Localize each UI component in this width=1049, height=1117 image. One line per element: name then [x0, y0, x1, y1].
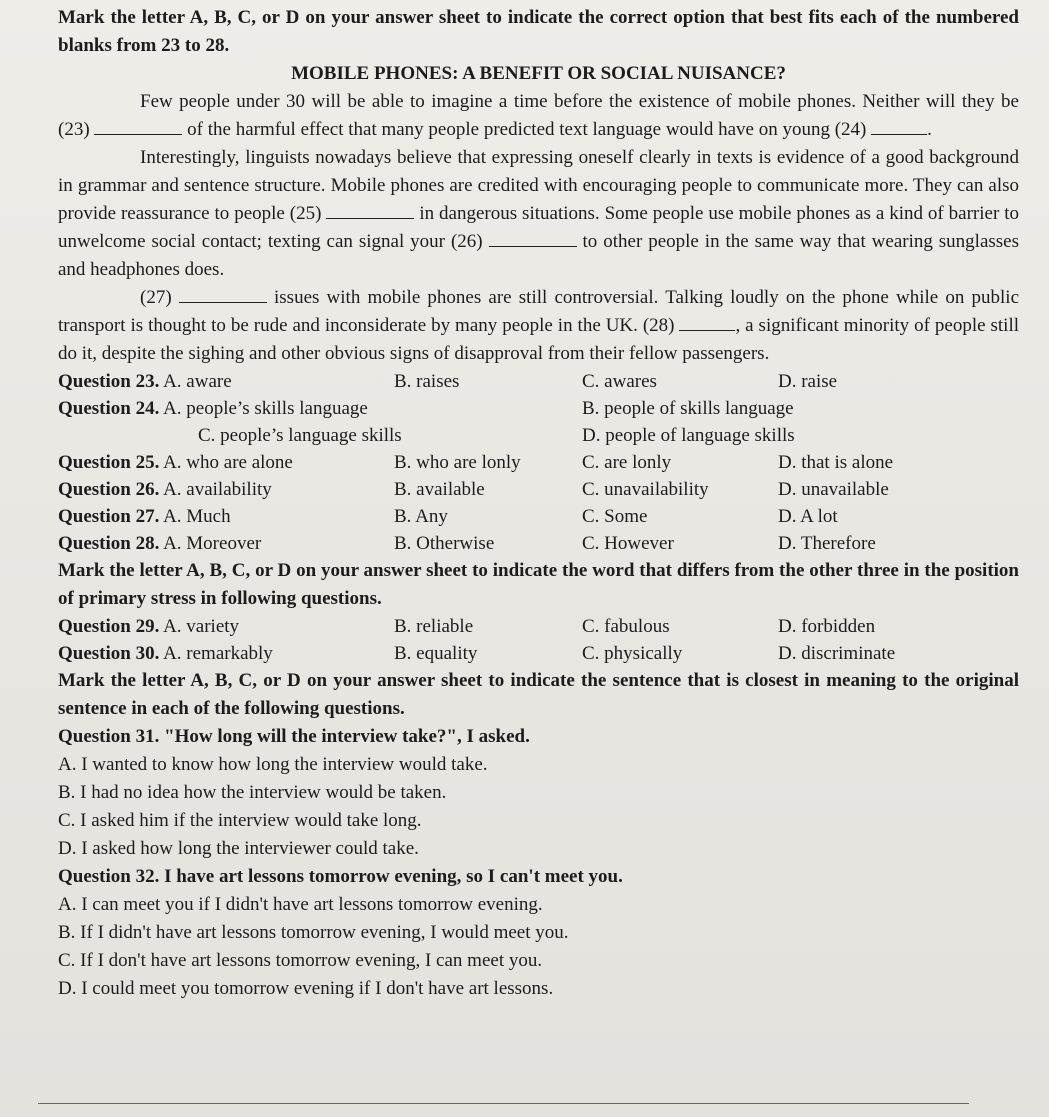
question-32-option-d: D. I could meet you tomorrow evening if I don't have art lessons.	[58, 978, 554, 999]
question-label: Question 27.	[58, 506, 160, 527]
option-a: A. people’s skills language	[163, 398, 368, 419]
option-a: A. Moreover	[163, 533, 262, 554]
passage-paragraph-2	[58, 144, 1019, 284]
option-a: A. variety	[163, 616, 240, 637]
option-d: D. people of language skills	[582, 425, 795, 446]
option-c: C. unavailability	[582, 479, 709, 500]
option-d: D. forbidden	[778, 616, 876, 637]
option-c: C. Some	[582, 506, 648, 527]
question-32-option-b: B. If I didn't have art lessons tomorrow evening, I would meet you.	[58, 922, 569, 943]
blank-25	[326, 202, 414, 219]
passage-text: of the harmful effect that many people predicted text language would have on young (24)	[187, 119, 867, 140]
question-32-stem: Question 32. I have art lessons tomorrow evening, so I can't meet you.	[58, 866, 623, 887]
question-27	[58, 503, 1019, 530]
blank-23	[94, 118, 182, 135]
question-24-row-2	[58, 422, 1019, 449]
question-31-option-b: B. I had no idea how the interview would be taken.	[58, 782, 447, 803]
passage-paragraph-1	[58, 88, 1019, 144]
question-24	[58, 395, 1019, 422]
bottom-divider	[38, 1103, 969, 1104]
instruction-blanks: Mark the letter A, B, C, or D on your answer sheet to indicate the correct option that best fits each of the numbered blanks from 23 to 28.	[58, 7, 1019, 56]
question-23	[58, 368, 1019, 395]
option-c: C. physically	[582, 643, 683, 664]
option-b: B. raises	[394, 371, 460, 392]
option-b: B. Otherwise	[394, 533, 495, 554]
question-label: Question 29.	[58, 616, 160, 637]
option-a: A. remarkably	[163, 643, 273, 664]
option-c: C. awares	[582, 371, 657, 392]
instruction-meaning: Mark the letter A, B, C, or D on your answer sheet to indicate the sentence that is closest in meaning to the original sentence in each of the following questions.	[58, 670, 1019, 719]
question-label: Question 30.	[58, 643, 160, 664]
option-b: B. people of skills language	[582, 398, 794, 419]
question-28-label-a	[58, 530, 261, 558]
passage-text: to other people in the same way that wearing sunglasses and headphones does.	[58, 231, 1020, 280]
passage-text: in dangerous situations. Some people use mobile phones as a kind of barrier to unwelcome social contact; texting can signal your (26)	[58, 203, 1020, 252]
passage-text: Interestingly, linguists nowadays believe that expressing oneself clearly in texts is evidence of a good background in grammar and sentence structure. Mobile phones are credited with encouraging people to communicate more. They can also provide reassurance to people (25)	[58, 147, 1019, 224]
question-32-option-a: A. I can meet you if I didn't have art lessons tomorrow evening.	[58, 894, 543, 915]
option-d: D. that is alone	[778, 452, 894, 473]
option-b: B. equality	[394, 643, 478, 664]
question-31-option-c: C. I asked him if the interview would take long.	[58, 810, 422, 831]
option-c: C. are lonly	[582, 452, 672, 473]
blank-26	[489, 230, 577, 247]
question-26	[58, 476, 1019, 503]
option-c: C. However	[582, 533, 674, 554]
option-d: D. unavailable	[778, 479, 889, 500]
option-d: D. discriminate	[778, 643, 896, 664]
passage-paragraph-3	[58, 284, 1019, 368]
question-27-label-a	[58, 503, 231, 531]
blank-24	[871, 118, 927, 135]
question-31-stem: Question 31. "How long will the interview take?", I asked.	[58, 726, 530, 747]
passage-text: , a significant minority of people still do it, despite the sighing and other obvious signs of disapproval from their fellow passengers.	[58, 315, 1019, 364]
option-b: B. Any	[394, 506, 448, 527]
passage-title: MOBILE PHONES: A BENEFIT OR SOCIAL NUISANCE?	[291, 63, 786, 84]
option-d: D. Therefore	[778, 533, 876, 554]
option-c: C. people’s language skills	[198, 425, 402, 446]
option-a: A. who are alone	[163, 452, 293, 473]
option-a: A. aware	[163, 371, 232, 392]
passage-text: issues with mobile phones are still controversial. Talking loudly on the phone while on public transport is thought to be rude and inconsiderate by many people in the UK. (28)	[58, 287, 1020, 336]
blank-27	[179, 286, 267, 303]
question-25-label-a	[58, 449, 293, 477]
option-b: B. available	[394, 479, 485, 500]
blank-28	[679, 314, 735, 331]
passage-text: Few people under 30 will be able to imagine a time before the existence of mobile phones. Neither will they be (23)	[58, 91, 1019, 140]
question-label: Question 26.	[58, 479, 160, 500]
option-a: A. Much	[163, 506, 231, 527]
question-28	[58, 530, 1019, 557]
question-24-label-a	[58, 395, 368, 423]
question-29-label-a	[58, 613, 239, 641]
question-30-label-a	[58, 640, 273, 668]
question-label: Question 28.	[58, 533, 160, 554]
question-label: Question 23.	[58, 371, 160, 392]
question-29	[58, 613, 1019, 640]
question-32-option-c: C. If I don't have art lessons tomorrow evening, I can meet you.	[58, 950, 543, 971]
instruction-stress: Mark the letter A, B, C, or D on your answer sheet to indicate the word that differs from the other three in the position of primary stress in following questions.	[58, 560, 1019, 609]
option-d: D. raise	[778, 371, 838, 392]
question-label: Question 24.	[58, 398, 160, 419]
option-d: D. A lot	[778, 506, 838, 527]
question-23-label-a	[58, 368, 232, 396]
passage-text: (27)	[140, 287, 172, 308]
option-a: A. availability	[163, 479, 272, 500]
question-25	[58, 449, 1019, 476]
option-b: B. reliable	[394, 616, 474, 637]
option-b: B. who are lonly	[394, 452, 521, 473]
option-c: C. fabulous	[582, 616, 670, 637]
passage-text: .	[927, 119, 932, 140]
question-label: Question 25.	[58, 452, 160, 473]
question-30	[58, 640, 1019, 667]
question-31-option-d: D. I asked how long the interviewer could take.	[58, 838, 419, 859]
question-31-option-a: A. I wanted to know how long the interview would take.	[58, 754, 488, 775]
question-26-label-a	[58, 476, 272, 504]
